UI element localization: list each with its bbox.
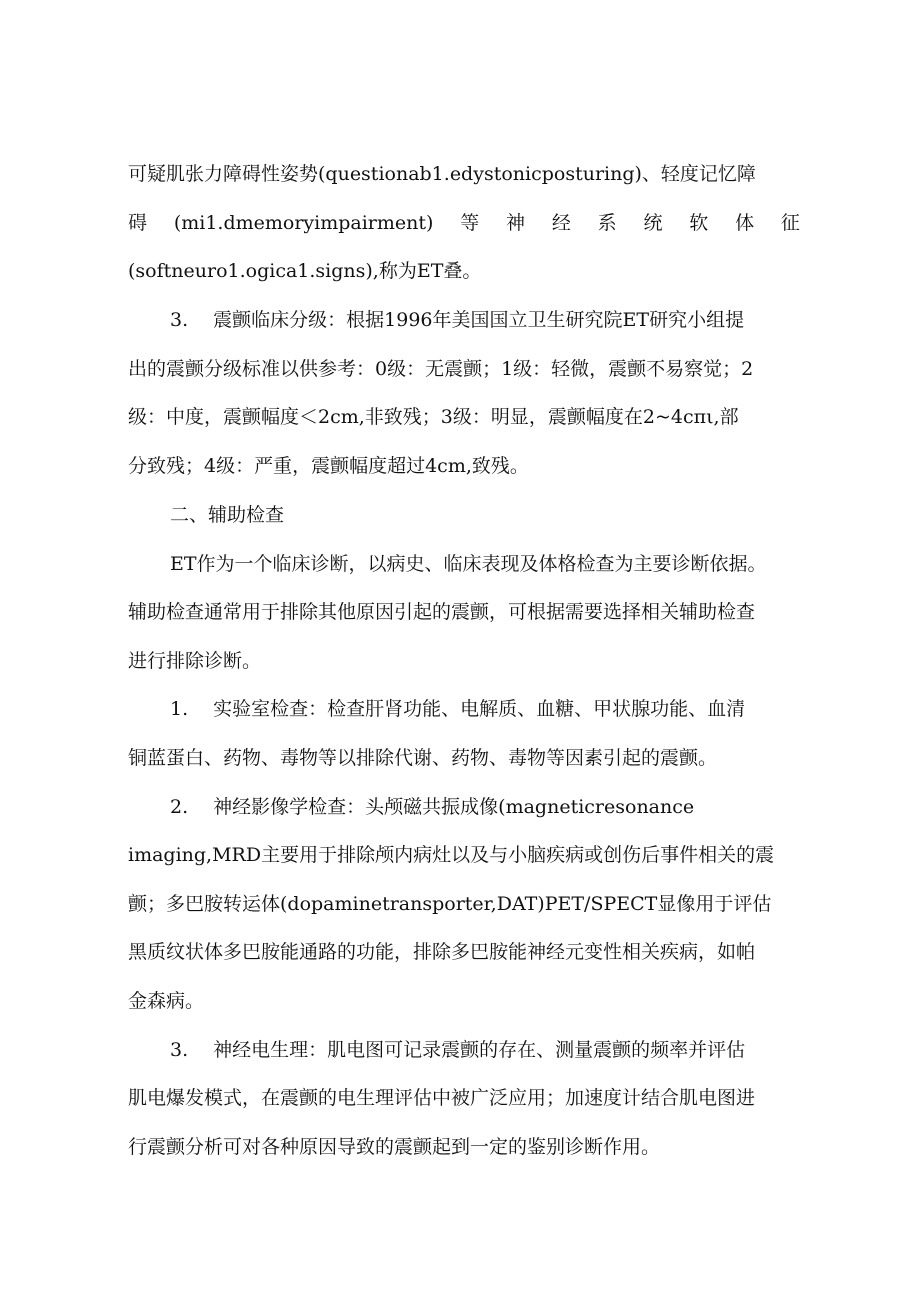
text-line: 肌电爆发模式，在震颤的电生理评估中被广泛应用；加速度计结合肌电图进 (128, 1087, 756, 1109)
text-line: 颤；多巴胺转运体(dopaminetransporter,DAT)PET/SPECT显像用于评估 (128, 893, 772, 915)
text-line: 行震颤分析可对各种原因导致的震颤起到一定的鉴别诊断作用。 (128, 1136, 661, 1158)
word: 等 (460, 212, 480, 234)
text-line: 进行排除诊断。 (128, 650, 262, 672)
word: 经 (551, 212, 571, 234)
text-line: 金森病。 (128, 990, 205, 1012)
text-line: 铜蓝蛋白、药物、毒物等以排除代谢、药物、毒物等因素引起的震颤。 (128, 747, 718, 769)
text-line: 辅助检查通常用于排除其他原因引起的震颤，可根据需要选择相关辅助检查 (128, 601, 756, 623)
text-line: 2. 神经影像学检查：头颅磁共振成像(magneticresonance (170, 796, 695, 818)
text-line: imaging,MRD主要用于排除颅内病灶以及与小脑疾病或创伤后事件相关的震 (128, 844, 775, 866)
text-line: 出的震颤分级标准以供参考：0级：无震颤；1级：轻微，震颤不易察觉；2 (128, 358, 754, 380)
word: 体 (735, 212, 755, 234)
text-line: 级：中度，震颤幅度＜2cm,非致残；3级：明显，震颤幅度在2~4cπι,部 (128, 406, 739, 428)
text-line: 分致残；4级：严重，震颤幅度超过4cm,致残。 (128, 455, 529, 477)
word: 软 (689, 212, 709, 234)
text-line: 3. 神经电生理：肌电图可记录震颤的存在、测量震颤的频率并评估 (170, 1039, 746, 1061)
text-line: ET作为一个临床诊断，以病史、临床表现及体格检查为主要诊断依据。 (170, 553, 767, 575)
text-line: 3. 震颤临床分级：根据1996年美国国立卫生研究院ET研究小组提 (170, 309, 745, 331)
word: 碍 (128, 212, 148, 234)
word: 神 (506, 212, 526, 234)
text-line: 可疑肌张力障碍性姿势(questionab1.edystonicposturing)、轻度记忆障 (128, 163, 756, 185)
word: 征 (780, 212, 800, 234)
text-line-justified (128, 211, 800, 235)
text-line: 1. 实验室检查：检查肝肾功能、电解质、血糖、甲状腺功能、血清 (170, 698, 746, 720)
section-heading: 二、辅助检查 (170, 504, 285, 526)
word: 系 (597, 212, 617, 234)
word: (mi1.dmemoryimpairment) (173, 212, 434, 234)
word: 统 (643, 212, 663, 234)
text-line: 黑质纹状体多巴胺能通路的功能，排除多巴胺能神经元变性相关疾病，如帕 (128, 941, 756, 963)
text-line: (softneuro1.ogica1.signs),称为ET叠。 (128, 260, 482, 282)
